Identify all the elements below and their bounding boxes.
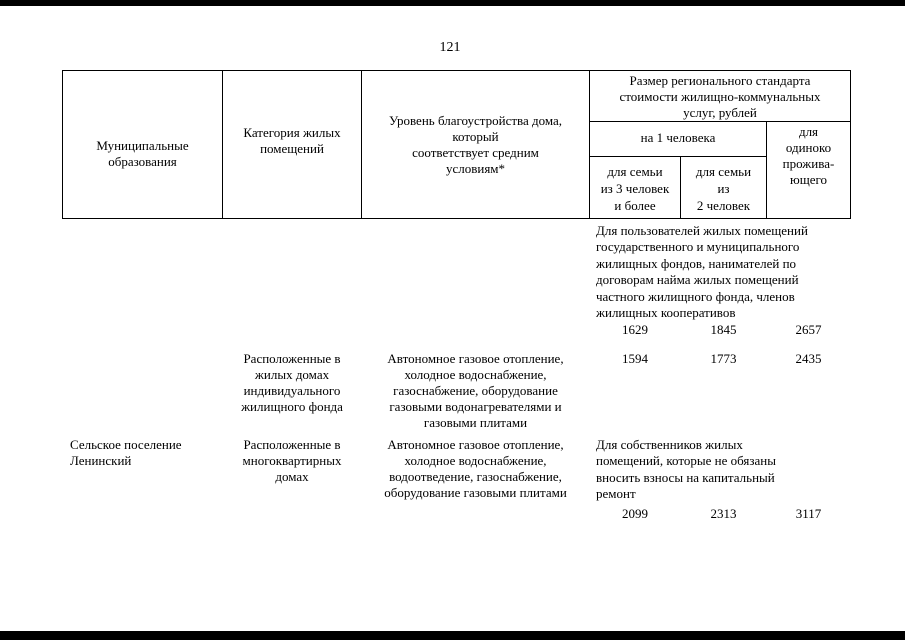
row1-note: Для пользователей жилых помещений государственного и муниципального жилищных фондов, нанимателей по договорам найма жилых помещений частного жилищного фонда, членов жилищных кооперативов: [596, 223, 808, 321]
row2-value-family3: 1594: [622, 351, 648, 366]
row3-note: Для собственников жилых помещений, которые не обязаны вносить взносы на капитальный ремонт: [596, 437, 776, 502]
row2-value-family2: 1773: [710, 351, 737, 366]
table-bottom-line: [62, 218, 851, 219]
row3-category: Расположенные в многоквартирных домах: [242, 437, 342, 484]
standard-divider-line: [589, 121, 851, 122]
header-level: Уровень благоустройства дома, который соответствует средним условиям*: [388, 113, 563, 176]
row2-category: Расположенные в жилых домах индивидуального жилищного фонда: [241, 351, 343, 414]
row3-value-family2: 2313: [710, 506, 737, 521]
top-border: [0, 0, 905, 6]
page-number: 121: [439, 40, 461, 55]
header-single: для одиноко прожива- ющего: [782, 124, 835, 187]
row3-municipality: Сельское поселение Ленинский: [70, 437, 182, 468]
row2-value-single: 2435: [795, 351, 822, 366]
row3-level: Автономное газовое отопление, холодное водоснабжение, водоотведение, газоснабжение, оборудование газовыми плитами: [384, 437, 567, 500]
header-category: Категория жилых помещений: [243, 125, 341, 156]
row1-value-family3: 1629: [622, 322, 648, 337]
row1-value-single: 2657: [795, 322, 822, 337]
row3-value-single: 3117: [795, 506, 822, 521]
per-person-divider-line: [589, 156, 766, 157]
header-family3: для семьи из 3 человек и более: [600, 164, 670, 213]
header-standard: Размер регионального стандарта стоимости жилищно-коммунальных услуг, рублей: [619, 73, 821, 120]
row3-value-family3: 2099: [622, 506, 648, 521]
row1-value-family2: 1845: [710, 322, 737, 337]
table-right-line: [850, 70, 851, 219]
row2-level: Автономное газовое отопление, холодное водоснабжение, газоснабжение, оборудование газовыми водонагревателями и газовыми плитами: [387, 351, 564, 430]
table-top-line: [62, 70, 851, 71]
header-per-person: на 1 человека: [640, 130, 716, 145]
bottom-border: [0, 631, 905, 640]
header-family2: для семьи из 2 человек: [695, 164, 752, 213]
header-municipal: Муниципальные образования: [96, 138, 189, 169]
